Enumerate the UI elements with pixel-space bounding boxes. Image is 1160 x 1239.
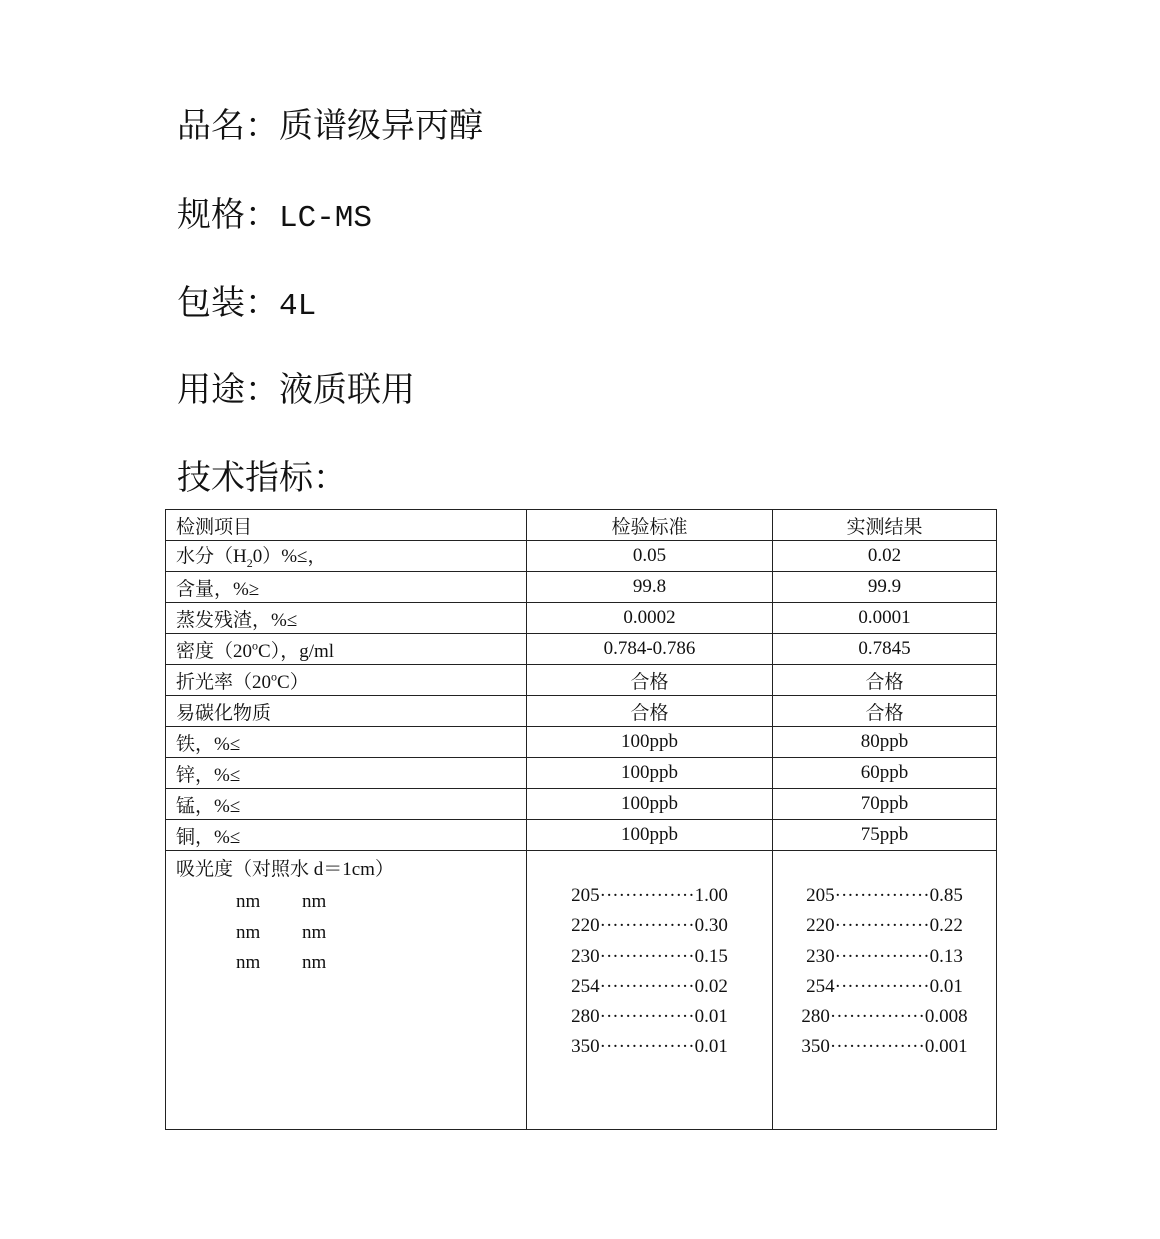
row-standard: 99.8 [527,572,773,603]
row-result: 60ppb [773,758,997,789]
table-row [166,634,997,665]
row-result: 合格 [773,665,997,696]
absorbance-result-line: 220···············0.22 [806,915,963,937]
header-item: 检测项目 [166,510,527,541]
absorbance-standard-line: 230···············0.15 [571,945,728,967]
table-row [166,789,997,820]
row-item: 铁，%≤ [166,727,527,758]
table-row [166,696,997,727]
header-result: 实测结果 [773,510,997,541]
absorbance-result-line: 205···············0.85 [806,885,963,906]
header-standard: 检验标准 [527,510,773,541]
absorbance-standard-line: 254···············0.02 [571,975,728,997]
section-title: 技术指标： [177,458,347,498]
row-item: 密度（20$^o$C），g/ml [166,634,527,665]
row-result: 99.9 [773,572,997,603]
absorbance-row [166,851,997,1130]
row-result: 0.7845 [773,634,997,665]
absorbance-title: 吸光度（对照水 d＝1cm） [176,859,394,880]
row-standard: 100ppb [527,789,773,820]
absorbance-standard [527,851,773,1130]
absorbance-standard-line: 350···············0.01 [571,1036,728,1058]
table-row [166,727,997,758]
row-result: 合格 [773,696,997,727]
nm-row: nm nm [236,921,327,943]
row-standard: 0.05 [527,541,773,572]
row-standard: 100ppb [527,758,773,789]
absorbance-result-line: 230···············0.13 [806,945,963,967]
packaging-value: 4L [279,289,317,324]
product-name-value: 质谱级异丙醇 [279,106,483,146]
absorbance-result-line: 254···············0.01 [806,975,963,997]
absorbance-result-line: 350···············0.001 [801,1036,968,1058]
row-standard: 100ppb [527,727,773,758]
row-item: 蒸发残渣，%≤ [166,603,527,634]
specification-value: LC-MS [279,201,373,236]
packaging-label: 包装： [177,283,279,323]
table-row [166,541,997,572]
table-row [166,665,997,696]
row-standard: 0.784-0.786 [527,634,773,665]
absorbance-standard-line: 280···············0.01 [571,1006,728,1028]
packaging [177,283,316,327]
row-item: 易碳化物质 [166,696,527,727]
row-item: 铜，%≤ [166,820,527,851]
table-header-row [166,510,997,541]
row-standard: 0.0002 [527,603,773,634]
row-standard: 100ppb [527,820,773,851]
row-item: 含量，%≥ [166,572,527,603]
nm-row: nm nm [236,952,327,973]
row-result: 0.02 [773,541,997,572]
row-result: 80ppb [773,727,997,758]
row-item: 水分$(H_20)\%\le$， [166,541,527,572]
row-result: 0.0001 [773,603,997,634]
absorbance-standard-line: 205···············1.00 [571,885,728,906]
row-item: 锰，%≤ [166,789,527,820]
table-row [166,820,997,851]
spec-table [165,509,997,1130]
row-item: 锌，%≤ [166,758,527,789]
absorbance-result [773,851,997,1130]
table-row [166,603,997,634]
usage [177,370,415,410]
usage-value: 液质联用 [279,370,415,410]
row-item: 折光率（20$^o$C） [166,665,527,696]
nm-row: nm nm [236,891,327,912]
row-standard: 合格 [527,665,773,696]
row-result: 70ppb [773,789,997,820]
product-name-label: 品名： [177,106,279,146]
absorbance-result-line: 280···············0.008 [801,1006,968,1028]
specification [177,195,372,239]
table-row [166,758,997,789]
usage-label: 用途： [177,370,279,410]
row-standard: 合格 [527,696,773,727]
table-row [166,572,997,603]
specification-label: 规格： [177,195,279,235]
absorbance-item [166,851,527,1130]
product-name [177,106,483,146]
row-result: 75ppb [773,820,997,851]
absorbance-standard-line: 220···············0.30 [571,915,728,937]
